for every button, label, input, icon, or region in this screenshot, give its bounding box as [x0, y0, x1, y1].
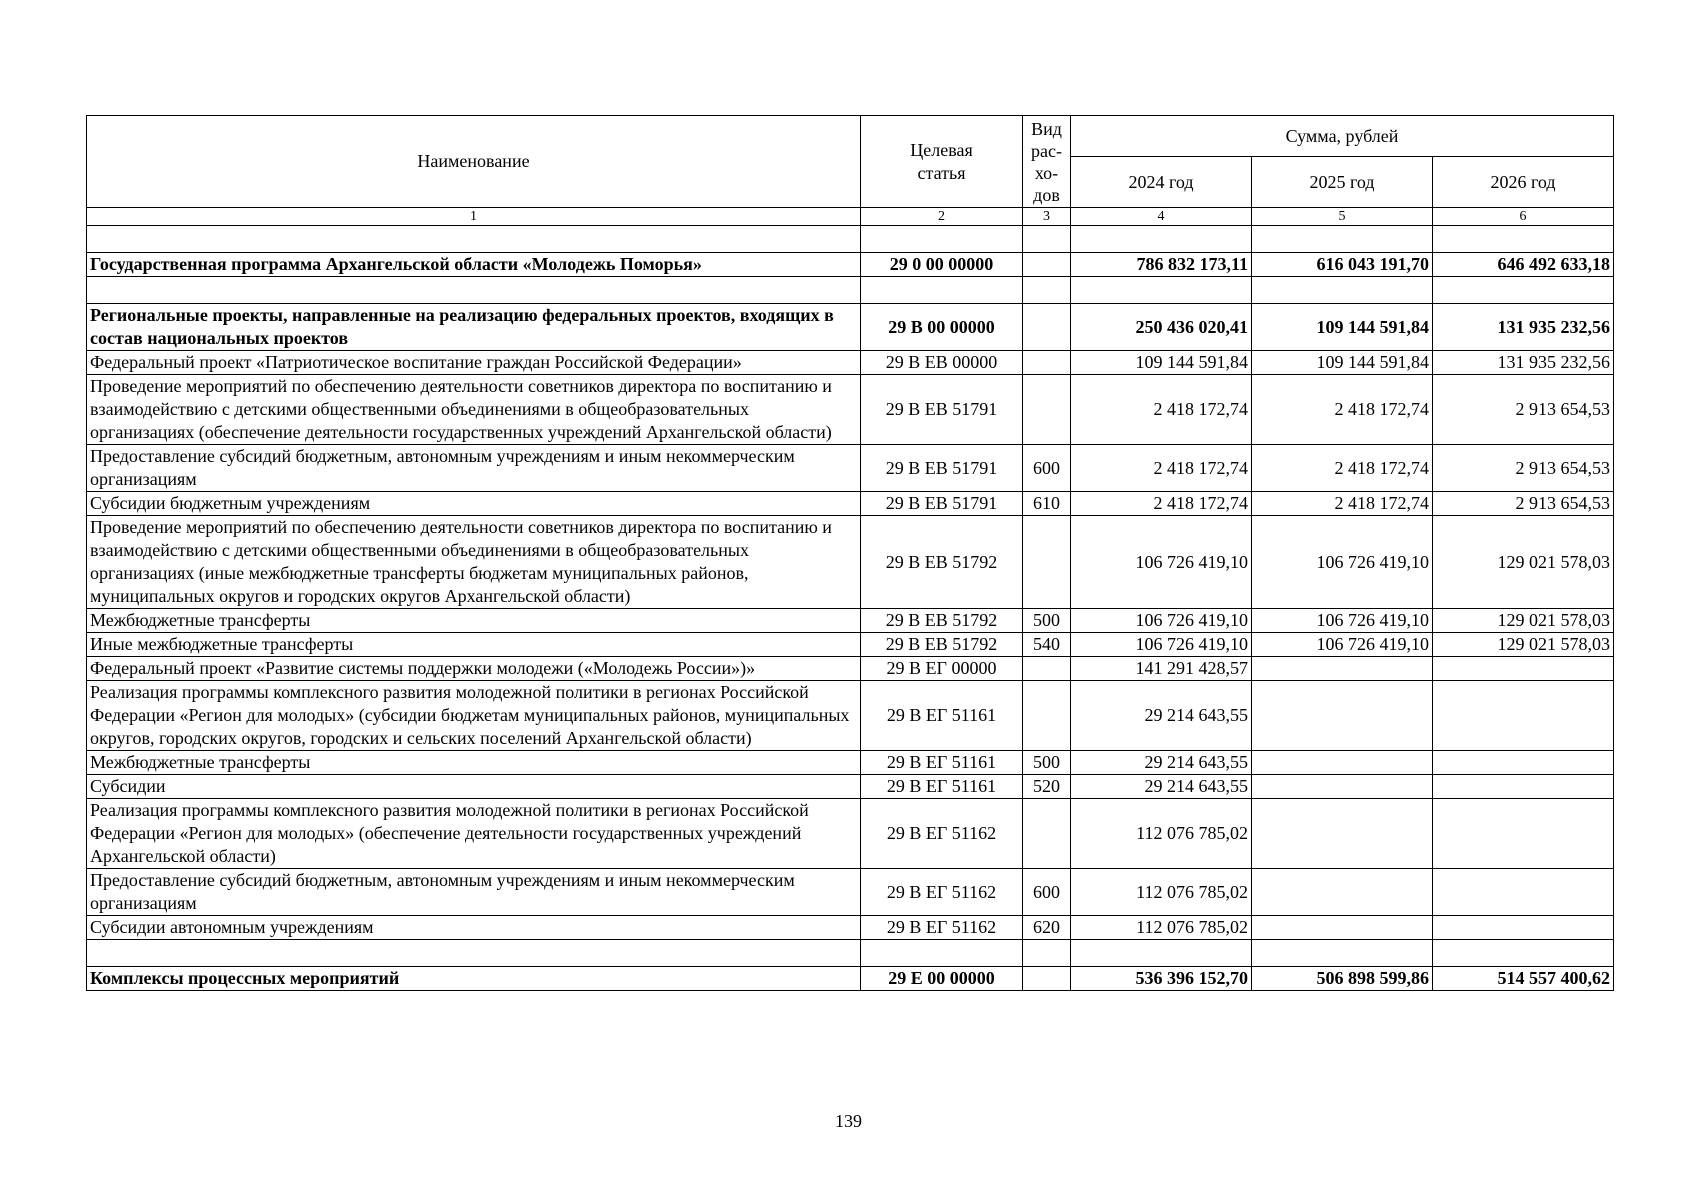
row-vid-cell: 540	[1023, 633, 1071, 657]
row-amount-2025-cell	[1252, 916, 1433, 940]
empty-cell	[87, 277, 861, 304]
row-amount-2026-cell: 514 557 400,62	[1433, 967, 1614, 991]
row-amount-2026-cell: 2 913 654,53	[1433, 375, 1614, 445]
row-amount-2026-cell: 129 021 578,03	[1433, 633, 1614, 657]
table-row	[87, 445, 1614, 492]
empty-cell	[1023, 940, 1071, 967]
budget-table	[86, 115, 1614, 991]
row-code-cell: 29 В ЕВ 51792	[861, 609, 1023, 633]
row-amount-2024-cell: 112 076 785,02	[1071, 869, 1252, 916]
row-amount-2025-cell: 106 726 419,10	[1252, 633, 1433, 657]
empty-cell	[87, 226, 861, 253]
row-amount-2025-cell: 2 418 172,74	[1252, 375, 1433, 445]
row-amount-2025-cell	[1252, 799, 1433, 869]
table-row	[87, 681, 1614, 751]
row-amount-2026-cell: 129 021 578,03	[1433, 516, 1614, 609]
row-name-cell: Реализация программы комплексного развития молодежной политики в регионах Российской Федерации «Регион для молодых» (обеспечение деятельности государственных учреждений Архангельской области)	[87, 799, 861, 869]
row-amount-2026-cell: 2 913 654,53	[1433, 492, 1614, 516]
column-number: 5	[1252, 208, 1433, 226]
row-amount-2024-cell: 29 214 643,55	[1071, 681, 1252, 751]
section-total-row	[87, 967, 1614, 991]
row-amount-2024-cell: 106 726 419,10	[1071, 609, 1252, 633]
table-row	[87, 633, 1614, 657]
table-row	[87, 869, 1614, 916]
table-row	[87, 375, 1614, 445]
empty-cell	[1023, 277, 1071, 304]
row-name-cell: Проведение мероприятий по обеспечению деятельности советников директора по воспитанию и взаимодействию с детскими общественными объединениями в общеобразовательных организациях (обеспечение деятельности государственных учреждений Архангельской области)	[87, 375, 861, 445]
table-row	[87, 916, 1614, 940]
row-vid-cell	[1023, 304, 1071, 351]
row-amount-2026-cell	[1433, 657, 1614, 681]
header-year-2024: 2024 год	[1071, 157, 1252, 208]
row-vid-cell: 500	[1023, 609, 1071, 633]
row-code-cell: 29 В ЕВ 51791	[861, 445, 1023, 492]
row-amount-2024-cell: 2 418 172,74	[1071, 445, 1252, 492]
row-amount-2026-cell	[1433, 775, 1614, 799]
row-amount-2026-cell: 131 935 232,56	[1433, 351, 1614, 375]
row-vid-cell	[1023, 375, 1071, 445]
row-amount-2024-cell: 536 396 152,70	[1071, 967, 1252, 991]
row-vid-cell	[1023, 253, 1071, 277]
empty-cell	[1071, 277, 1252, 304]
empty-cell	[1433, 940, 1614, 967]
row-amount-2025-cell: 106 726 419,10	[1252, 516, 1433, 609]
spacer-row	[87, 277, 1614, 304]
row-amount-2024-cell: 106 726 419,10	[1071, 633, 1252, 657]
row-vid-cell	[1023, 657, 1071, 681]
row-code-cell: 29 В ЕГ 51161	[861, 751, 1023, 775]
row-amount-2024-cell: 109 144 591,84	[1071, 351, 1252, 375]
row-amount-2026-cell: 129 021 578,03	[1433, 609, 1614, 633]
row-amount-2024-cell: 2 418 172,74	[1071, 375, 1252, 445]
row-vid-cell: 620	[1023, 916, 1071, 940]
row-vid-cell	[1023, 351, 1071, 375]
row-vid-cell: 600	[1023, 445, 1071, 492]
row-code-cell: 29 В ЕГ 00000	[861, 657, 1023, 681]
header-year-2026: 2026 год	[1433, 157, 1614, 208]
row-amount-2026-cell	[1433, 799, 1614, 869]
row-name-cell: Федеральный проект «Патриотическое воспитание граждан Российской Федерации»	[87, 351, 861, 375]
row-amount-2024-cell: 29 214 643,55	[1071, 775, 1252, 799]
column-number: 6	[1433, 208, 1614, 226]
table-row	[87, 775, 1614, 799]
row-name-cell: Межбюджетные трансферты	[87, 609, 861, 633]
row-amount-2026-cell	[1433, 869, 1614, 916]
empty-cell	[1071, 940, 1252, 967]
row-amount-2025-cell	[1252, 775, 1433, 799]
row-code-cell: 29 В ЕВ 51791	[861, 492, 1023, 516]
column-numbers-row	[87, 208, 1614, 226]
row-vid-cell: 520	[1023, 775, 1071, 799]
row-vid-cell	[1023, 516, 1071, 609]
row-code-cell: 29 В ЕГ 51162	[861, 916, 1023, 940]
row-code-cell: 29 В ЕВ 51792	[861, 516, 1023, 609]
empty-cell	[1071, 226, 1252, 253]
row-amount-2024-cell: 2 418 172,74	[1071, 492, 1252, 516]
header-sum: Сумма, рублей	[1071, 116, 1614, 157]
empty-cell	[1252, 277, 1433, 304]
table-row	[87, 492, 1614, 516]
row-amount-2025-cell: 2 418 172,74	[1252, 445, 1433, 492]
row-amount-2025-cell	[1252, 869, 1433, 916]
row-amount-2026-cell	[1433, 916, 1614, 940]
row-amount-2024-cell: 112 076 785,02	[1071, 916, 1252, 940]
row-amount-2025-cell: 109 144 591,84	[1252, 304, 1433, 351]
header-vid: Вид рас- хо- дов	[1023, 116, 1071, 208]
row-amount-2025-cell: 106 726 419,10	[1252, 609, 1433, 633]
row-amount-2024-cell: 106 726 419,10	[1071, 516, 1252, 609]
table-row	[87, 609, 1614, 633]
table-row	[87, 751, 1614, 775]
row-code-cell: 29 В ЕВ 00000	[861, 351, 1023, 375]
row-code-cell: 29 Е 00 00000	[861, 967, 1023, 991]
row-name-cell: Комплексы процессных мероприятий	[87, 967, 861, 991]
row-code-cell: 29 В 00 00000	[861, 304, 1023, 351]
column-number: 4	[1071, 208, 1252, 226]
page-number: 139	[835, 1111, 862, 1131]
row-amount-2024-cell: 786 832 173,11	[1071, 253, 1252, 277]
empty-cell	[861, 940, 1023, 967]
section-total-row	[87, 304, 1614, 351]
row-vid-cell: 500	[1023, 751, 1071, 775]
row-vid-cell	[1023, 799, 1071, 869]
row-amount-2026-cell: 2 913 654,53	[1433, 445, 1614, 492]
empty-cell	[1252, 940, 1433, 967]
row-name-cell: Проведение мероприятий по обеспечению деятельности советников директора по воспитанию и взаимодействию с детскими общественными объединениями в общеобразовательных организациях (иные межбюджетные трансферты бюджетам муниципальных районов, муниципальных округов и городских округов Архангельской области)	[87, 516, 861, 609]
row-name-cell: Субсидии автономным учреждениям	[87, 916, 861, 940]
empty-cell	[1433, 226, 1614, 253]
row-amount-2025-cell: 2 418 172,74	[1252, 492, 1433, 516]
row-name-cell: Предоставление субсидий бюджетным, автономным учреждениям и иным некоммерческим организациям	[87, 445, 861, 492]
header-name: Наименование	[87, 116, 861, 208]
row-code-cell: 29 В ЕГ 51162	[861, 869, 1023, 916]
table-row	[87, 516, 1614, 609]
row-vid-cell: 600	[1023, 869, 1071, 916]
row-amount-2025-cell: 506 898 599,86	[1252, 967, 1433, 991]
row-amount-2024-cell: 29 214 643,55	[1071, 751, 1252, 775]
empty-cell	[861, 277, 1023, 304]
empty-cell	[1433, 277, 1614, 304]
row-amount-2026-cell	[1433, 681, 1614, 751]
row-code-cell: 29 В ЕВ 51792	[861, 633, 1023, 657]
column-number: 2	[861, 208, 1023, 226]
table-row	[87, 799, 1614, 869]
row-name-cell: Субсидии	[87, 775, 861, 799]
row-code-cell: 29 В ЕГ 51162	[861, 799, 1023, 869]
row-name-cell: Предоставление субсидий бюджетным, автономным учреждениям и иным некоммерческим организациям	[87, 869, 861, 916]
row-code-cell: 29 0 00 00000	[861, 253, 1023, 277]
row-code-cell: 29 В ЕВ 51791	[861, 375, 1023, 445]
table-row	[87, 351, 1614, 375]
row-name-cell: Региональные проекты, направленные на реализацию федеральных проектов, входящих в состав национальных проектов	[87, 304, 861, 351]
row-code-cell: 29 В ЕГ 51161	[861, 681, 1023, 751]
spacer-row	[87, 940, 1614, 967]
section-total-row	[87, 253, 1614, 277]
row-name-cell: Субсидии бюджетным учреждениям	[87, 492, 861, 516]
spacer-row	[87, 226, 1614, 253]
row-vid-cell: 610	[1023, 492, 1071, 516]
row-amount-2026-cell: 646 492 633,18	[1433, 253, 1614, 277]
column-number: 1	[87, 208, 861, 226]
row-amount-2024-cell: 112 076 785,02	[1071, 799, 1252, 869]
empty-cell	[87, 940, 861, 967]
row-name-cell: Межбюджетные трансферты	[87, 751, 861, 775]
row-amount-2025-cell: 109 144 591,84	[1252, 351, 1433, 375]
row-vid-cell	[1023, 681, 1071, 751]
row-amount-2025-cell: 616 043 191,70	[1252, 253, 1433, 277]
row-name-cell: Иные межбюджетные трансферты	[87, 633, 861, 657]
row-amount-2026-cell	[1433, 751, 1614, 775]
header-row	[87, 116, 1614, 157]
row-vid-cell	[1023, 967, 1071, 991]
empty-cell	[1252, 226, 1433, 253]
row-amount-2024-cell: 141 291 428,57	[1071, 657, 1252, 681]
column-number: 3	[1023, 208, 1071, 226]
header-year-2025: 2025 год	[1252, 157, 1433, 208]
header-code: Целевая статья	[861, 116, 1023, 208]
table-row	[87, 657, 1614, 681]
table-body	[87, 226, 1614, 991]
row-amount-2025-cell	[1252, 751, 1433, 775]
row-amount-2025-cell	[1252, 657, 1433, 681]
row-name-cell: Реализация программы комплексного развития молодежной политики в регионах Российской Федерации «Регион для молодых» (субсидии бюджетам муниципальных районов, муниципальных округов, городских округов, городских и сельских поселений Архангельской области)	[87, 681, 861, 751]
row-amount-2026-cell: 131 935 232,56	[1433, 304, 1614, 351]
empty-cell	[1023, 226, 1071, 253]
row-code-cell: 29 В ЕГ 51161	[861, 775, 1023, 799]
row-amount-2024-cell: 250 436 020,41	[1071, 304, 1252, 351]
row-amount-2025-cell	[1252, 681, 1433, 751]
empty-cell	[861, 226, 1023, 253]
row-name-cell: Федеральный проект «Развитие системы поддержки молодежи («Молодежь России»)»	[87, 657, 861, 681]
row-name-cell: Государственная программа Архангельской области «Молодежь Поморья»	[87, 253, 861, 277]
